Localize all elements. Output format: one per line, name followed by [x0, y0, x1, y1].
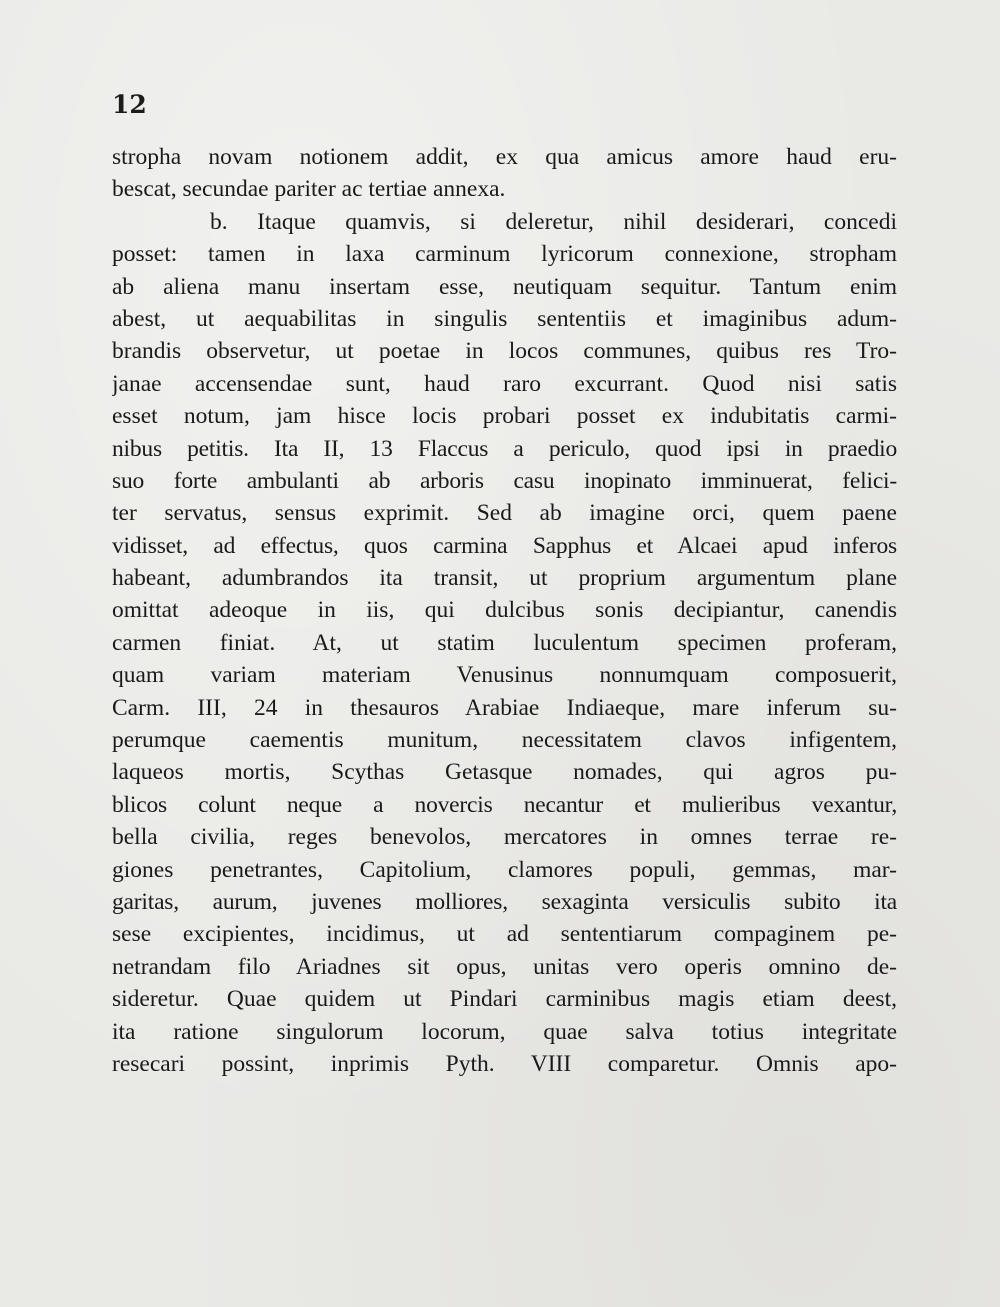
text-line: blicos colunt neque a novercis necantur et mulieribus vexantur,: [112, 791, 897, 818]
text-line: esset notum, jam hisce locis probari posset ex indubitatis carmi-: [112, 403, 897, 430]
text-line: giones penetrantes, Capitolium, clamores populi, gemmas, mar-: [112, 856, 897, 883]
text-line: sideretur. Quae quidem ut Pindari carminibus magis etiam deest,: [112, 986, 897, 1013]
text-line: janae accensendae sunt, haud raro excurrant. Quod nisi satis: [112, 370, 897, 397]
text-line: Carm. III, 24 in thesauros Arabiae Indiaeque, mare inferum su-: [112, 694, 897, 721]
text-line: omittat adeoque in iis, qui dulcibus sonis decipiantur, canendis: [112, 597, 897, 624]
text-line: habeant, adumbrandos ita transit, ut proprium argumentum plane: [112, 565, 897, 592]
text-line: garitas, aurum, juvenes molliores, sexaginta versiculis subito ita: [112, 888, 897, 915]
text-line: nibus petitis. Ita II, 13 Flaccus a periculo, quod ipsi in praedio: [112, 435, 897, 462]
text-line: abest, ut aequabilitas in singulis sententiis et imaginibus adum-: [112, 305, 897, 332]
text-line: netrandam filo Ariadnes sit opus, unitas vero operis omnino de-: [112, 953, 897, 980]
text-line: sese excipientes, incidimus, ut ad sententiarum compaginem pe-: [112, 921, 897, 948]
text-line: suo forte ambulanti ab arboris casu inopinato imminuerat, felici-: [112, 467, 897, 494]
text-line: quam variam materiam Venusinus nonnumquam composuerit,: [112, 662, 897, 689]
text-line: posset: tamen in laxa carminum lyricorum connexione, stropham: [112, 241, 897, 268]
text-line: resecari possint, inprimis Pyth. VIII comparetur. Omnis apo-: [112, 1050, 897, 1077]
text-line: bescat, secundae pariter ac tertiae annexa.: [112, 176, 506, 203]
text-line: bella civilia, reges benevolos, mercatores in omnes terrae re-: [112, 824, 897, 851]
body-text: [112, 141, 897, 1080]
text-line: laqueos mortis, Scythas Getasque nomades, qui agros pu-: [112, 759, 897, 786]
text-line: b. Itaque quamvis, si deleretur, nihil desiderari, concedi: [210, 208, 897, 235]
text-line: stropha novam notionem addit, ex qua amicus amore haud eru-: [112, 144, 897, 170]
page-number: 12: [112, 90, 147, 119]
text-line: ter servatus, sensus exprimit. Sed ab imagine orci, quem paene: [112, 500, 897, 527]
text-line: brandis observetur, ut poetae in locos communes, quibus res Tro-: [112, 338, 897, 365]
text-line: carmen finiat. At, ut statim luculentum specimen proferam,: [112, 629, 897, 656]
text-line: ita ratione singulorum locorum, quae salva totius integritate: [112, 1018, 897, 1045]
text-line: perumque caementis munitum, necessitatem clavos infigentem,: [112, 727, 897, 754]
text-line: vidisset, ad effectus, quos carmina Sapphus et Alcaei apud inferos: [112, 532, 897, 559]
text-line: ab aliena manu insertam esse, neutiquam sequitur. Tantum enim: [112, 273, 897, 300]
